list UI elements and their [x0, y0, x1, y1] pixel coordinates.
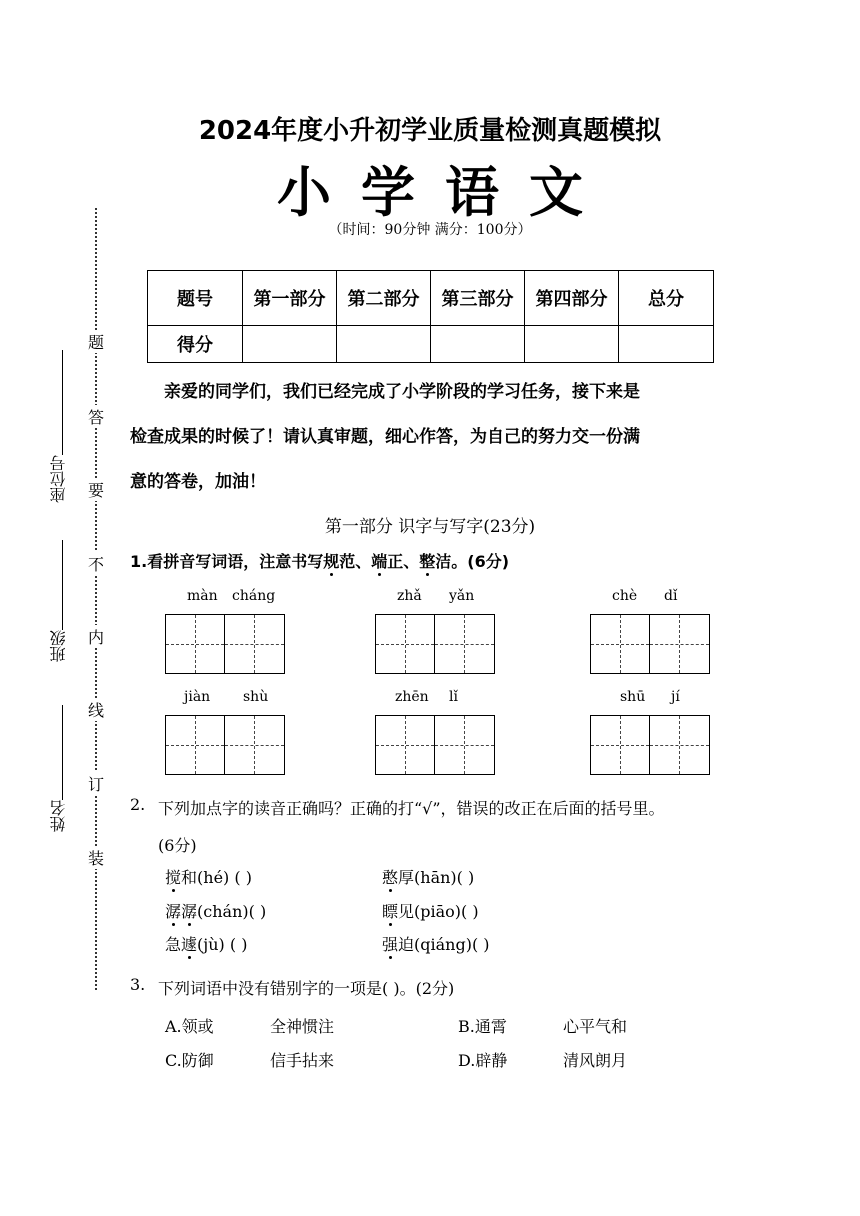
grid-cell[interactable]	[375, 715, 435, 775]
grid-cell[interactable]	[650, 715, 710, 775]
grid-cell[interactable]	[165, 614, 225, 674]
intro-line: 亲爱的同学们，我们已经完成了小学阶段的学习任务，接下来是	[164, 382, 640, 402]
q3-option-word: 清风朗月	[563, 1051, 628, 1070]
intro-paragraph	[130, 370, 740, 505]
grid-cell[interactable]	[375, 614, 435, 674]
binding-char: 订	[86, 772, 106, 795]
name-label: 姓名	[49, 800, 68, 832]
section-title: 第一部分 识字与写字(23分)	[324, 517, 536, 537]
q3-number: 3.	[130, 975, 146, 994]
class-blank-line[interactable]	[62, 540, 63, 630]
class-label: 班级	[49, 630, 68, 662]
score-input-cell[interactable]	[337, 326, 431, 363]
grid-cell[interactable]	[590, 715, 650, 775]
q3-option-word: 信手拈来	[270, 1051, 335, 1070]
pinyin: lǐ	[449, 689, 458, 705]
q3-text: 下列词语中没有错别字的一项是( )。(2分)	[158, 979, 455, 998]
pinyin: màn	[187, 588, 218, 604]
q3-option-label[interactable]: A.领或	[165, 1017, 214, 1036]
binding-char: 答	[86, 405, 106, 428]
score-header-cell: 第二部分	[337, 271, 431, 326]
binding-char: 装	[86, 846, 106, 869]
q2-item[interactable]: 急遽(jù) ( )	[165, 935, 248, 954]
time-info: （时间：90分钟 满分：100分）	[328, 222, 532, 238]
q3-option-label[interactable]: D.辟静	[458, 1051, 508, 1070]
score-header-cell: 第四部分	[525, 271, 619, 326]
binding-dotted-line	[95, 208, 97, 990]
intro-line: 检查成果的时候了！请认真审题，细心作答，为自己的努力交一份满	[130, 427, 640, 447]
q2-item[interactable]: 潺潺(chán)( )	[165, 902, 267, 921]
pinyin: chè	[612, 588, 638, 604]
question-1	[130, 549, 509, 572]
binding-char: 题	[86, 330, 106, 353]
pinyin: shù	[243, 689, 269, 705]
q3-option-word: 全神惯注	[270, 1017, 335, 1036]
q2-item[interactable]: 憨厚(hān)( )	[382, 868, 475, 887]
seat-blank-line[interactable]	[62, 350, 63, 455]
q2-item[interactable]: 强迫(qiáng)( )	[382, 935, 490, 954]
binding-char: 不	[86, 552, 106, 575]
intro-line: 意的答卷，加油！	[130, 472, 266, 492]
q3-option-label[interactable]: C.防御	[165, 1051, 214, 1070]
binding-char: 内	[86, 625, 106, 648]
score-input-cell[interactable]	[619, 326, 714, 363]
score-table	[147, 270, 714, 363]
pinyin: cháng	[232, 588, 276, 604]
writing-grid[interactable]	[165, 715, 285, 775]
pinyin: jí	[671, 689, 680, 705]
pinyin: shū	[620, 689, 646, 705]
score-header-cell: 题号	[148, 271, 243, 326]
grid-cell[interactable]	[165, 715, 225, 775]
pinyin: jiàn	[184, 689, 211, 705]
q3-option-label[interactable]: B.通霄	[458, 1017, 507, 1036]
grid-cell[interactable]	[225, 715, 285, 775]
writing-grid[interactable]	[165, 614, 285, 674]
writing-grid[interactable]	[590, 715, 710, 775]
grid-cell[interactable]	[435, 614, 495, 674]
score-input-cell[interactable]	[243, 326, 337, 363]
subject-title: 小学语文	[277, 161, 613, 224]
binding-char: 线	[86, 698, 106, 721]
score-header-cell: 第三部分	[431, 271, 525, 326]
pinyin: dǐ	[664, 588, 678, 604]
writing-grid[interactable]	[375, 715, 495, 775]
q2-text: 下列加点字的读音正确吗？正确的打“√”，错误的改正在后面的括号里。	[158, 799, 665, 818]
score-header-cell: 总分	[619, 271, 714, 326]
writing-grid[interactable]	[590, 614, 710, 674]
score-input-cell[interactable]	[431, 326, 525, 363]
q2-points: (6分)	[158, 836, 197, 855]
q3-option-word: 心平气和	[563, 1017, 628, 1036]
writing-grid[interactable]	[375, 614, 495, 674]
pinyin: zhēn	[395, 689, 429, 705]
grid-cell[interactable]	[225, 614, 285, 674]
q2-number: 2.	[130, 795, 146, 814]
grid-cell[interactable]	[590, 614, 650, 674]
q2-item[interactable]: 搅和(hé) ( )	[165, 868, 252, 887]
exam-title: 2024年度小升初学业质量检测真题模拟	[198, 116, 662, 146]
q1-text: 1.看拼音写词语，注意书写规范、端正、整洁。(6分)	[130, 552, 510, 571]
score-header-cell: 第一部分	[243, 271, 337, 326]
name-blank-line[interactable]	[62, 705, 63, 800]
pinyin: yǎn	[449, 588, 475, 604]
grid-cell[interactable]	[650, 614, 710, 674]
score-label-cell: 得分	[148, 326, 243, 363]
grid-cell[interactable]	[435, 715, 495, 775]
pinyin: zhǎ	[397, 588, 422, 604]
score-table-header-row	[148, 271, 714, 326]
binding-char: 要	[86, 478, 106, 501]
score-table-score-row	[148, 326, 714, 363]
q2-item[interactable]: 瞟见(piāo)( )	[382, 902, 479, 921]
score-input-cell[interactable]	[525, 326, 619, 363]
seat-label: 座位号	[49, 455, 68, 503]
